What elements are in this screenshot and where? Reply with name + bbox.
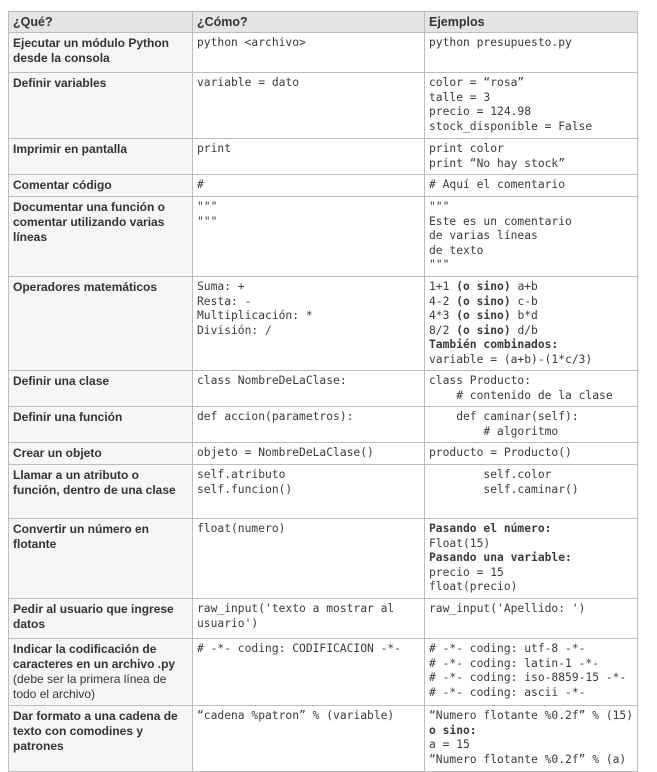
table-row <box>9 407 638 443</box>
code-line: self.color <box>429 468 552 481</box>
table-row <box>9 197 638 277</box>
what-text: Indicar la codificación de caracteres en un archivo .py <box>13 642 176 671</box>
code-line: objeto = NombreDeLaClase() <box>197 446 374 459</box>
table-row <box>9 519 638 599</box>
code-line: self.caminar() <box>429 482 579 496</box>
code-line: de varias líneas <box>429 229 538 242</box>
code-line: de texto <box>429 243 484 257</box>
code-line: raw_input('Apellido: ') <box>429 602 586 615</box>
table-row <box>9 639 638 706</box>
code-line: print <box>197 142 232 155</box>
code-line: Float(15) <box>429 536 491 550</box>
how-cell <box>193 33 425 73</box>
example-cell <box>425 33 638 73</box>
code-line: print “No hay stock” <box>429 156 566 170</box>
how-cell <box>193 73 425 139</box>
table-row <box>9 139 638 175</box>
how-cell <box>193 706 425 772</box>
table-row <box>9 706 638 772</box>
code-line: """ <box>197 214 218 228</box>
code-fragment: 1+1 <box>429 280 457 293</box>
how-cell <box>193 407 425 443</box>
example-cell <box>425 277 638 371</box>
what-cell: Ejecutar un módulo Python desde la consola <box>9 33 193 73</box>
how-cell <box>193 443 425 465</box>
code-line: # <box>197 178 204 191</box>
code-fragment: b*d <box>510 309 538 322</box>
python-reference-table <box>8 11 638 772</box>
code-line: """ <box>429 258 450 271</box>
what-cell: Definir una clase <box>9 371 193 407</box>
example-cell <box>425 465 638 519</box>
what-cell: Crear un objeto <box>9 443 193 465</box>
header-what: ¿Qué? <box>9 12 193 33</box>
what-cell: Definir variables <box>9 73 193 139</box>
what-cell: Llamar a un atributo o función, dentro de una clase <box>9 465 193 519</box>
code-line: print color <box>429 142 504 155</box>
how-cell <box>193 371 425 407</box>
code-line: variable = dato <box>197 76 300 89</box>
code-fragment: a+b <box>510 280 538 293</box>
table-row <box>9 73 638 139</box>
code-line <box>429 309 633 324</box>
code-line: class Producto: <box>429 374 532 387</box>
code-line: color = “rosa” <box>429 76 525 89</box>
table-row <box>9 33 638 73</box>
example-cell <box>425 139 638 175</box>
code-line <box>429 295 633 310</box>
how-cell <box>193 519 425 599</box>
code-line: precio = 15 <box>429 565 504 579</box>
code-line: Pasando el número: <box>429 522 552 535</box>
code-line: python <archivo> <box>197 36 306 49</box>
code-line: talle = 3 <box>429 90 491 104</box>
table-row <box>9 371 638 407</box>
code-line: float(numero) <box>197 522 286 535</box>
code-line: a = 15 <box>429 738 470 751</box>
table-row <box>9 443 638 465</box>
what-cell: Convertir un número en flotante <box>9 519 193 599</box>
how-cell <box>193 175 425 197</box>
table-row <box>9 465 638 519</box>
what-cell: Documentar una función o comentar utilizando varias líneas <box>9 197 193 277</box>
example-cell <box>425 73 638 139</box>
code-line: # Aquí el comentario <box>429 178 566 191</box>
code-line: Pasando una variable: <box>429 551 572 564</box>
code-line: o sino: <box>429 723 477 737</box>
how-cell <box>193 599 425 639</box>
code-line: def caminar(self): <box>429 410 579 423</box>
code-line: “Numero flotante %0.2f” % (15) <box>429 709 634 722</box>
code-line: Suma: + <box>197 280 245 293</box>
code-line: stock_disponible = False <box>429 119 593 133</box>
how-cell <box>193 277 425 371</box>
what-cell: Comentar código <box>9 175 193 197</box>
code-line: “cadena %patron” % (variable) <box>197 709 395 722</box>
code-line: precio = 124.98 <box>429 105 532 118</box>
example-cell <box>425 443 638 465</box>
what-cell: Operadores matemáticos <box>9 277 193 371</box>
what-cell: Imprimir en pantalla <box>9 139 193 175</box>
code-line: usuario') <box>197 616 259 630</box>
code-line: float(precio) <box>429 580 518 593</box>
what-cell: Definir una función <box>9 407 193 443</box>
code-line: def accion(parametros): <box>197 410 354 423</box>
what-cell <box>9 639 193 706</box>
header-how: ¿Cómo? <box>193 12 425 33</box>
code-line: Multiplicación: * <box>197 309 313 322</box>
code-fragment: (o sino) <box>456 294 511 308</box>
code-line: # -*- coding: latin-1 -*- <box>429 656 600 670</box>
code-line: # contenido de la clase <box>429 388 613 402</box>
code-line: # -*- coding: utf-8 -*- <box>429 642 586 655</box>
code-line: """ <box>429 200 450 213</box>
code-fragment: 4*3 <box>429 309 457 322</box>
code-fragment: c-b <box>510 294 538 308</box>
code-line: “Numero flotante %0.2f” % (a) <box>429 752 627 766</box>
header-row <box>9 12 638 33</box>
code-line: # algoritmo <box>429 424 559 438</box>
example-cell <box>425 407 638 443</box>
code-line <box>429 324 633 339</box>
code-line: # -*- coding: iso-8859-15 -*- <box>429 671 627 684</box>
code-fragment: 4-2 <box>429 294 457 308</box>
code-line: Resta: - <box>197 294 252 308</box>
code-line: raw_input('texto a mostrar al <box>197 602 395 615</box>
code-line: """ <box>197 200 218 213</box>
code-line: variable = (a+b)-(1*c/3) <box>429 352 593 366</box>
what-note: (debe ser la primera línea de todo el archivo) <box>13 672 167 701</box>
code-line: También combinados: <box>429 338 559 351</box>
header-examples: Ejemplos <box>425 12 638 33</box>
example-cell <box>425 639 638 706</box>
table-row <box>9 175 638 197</box>
what-cell: Dar formato a una cadena de texto con comodines y patrones <box>9 706 193 772</box>
code-line: Este es un comentario <box>429 214 572 228</box>
example-cell <box>425 197 638 277</box>
example-cell <box>425 599 638 639</box>
example-cell <box>425 175 638 197</box>
how-cell <box>193 139 425 175</box>
code-fragment: (o sino) <box>456 280 511 293</box>
example-cell <box>425 519 638 599</box>
what-cell: Pedir al usuario que ingrese datos <box>9 599 193 639</box>
code-line <box>429 280 633 295</box>
how-cell <box>193 197 425 277</box>
code-fragment: (o sino) <box>456 323 511 337</box>
how-cell <box>193 639 425 706</box>
code-fragment: 8/2 <box>429 323 457 337</box>
how-cell <box>193 465 425 519</box>
code-line: producto = Producto() <box>429 446 572 459</box>
code-line: self.atributo <box>197 468 286 481</box>
code-line: División: / <box>197 323 272 337</box>
table-row <box>9 599 638 639</box>
code-fragment: d/b <box>510 323 538 337</box>
code-line: # -*- coding: ascii -*- <box>429 685 586 699</box>
code-line: class NombreDeLaClase: <box>197 374 347 387</box>
code-line: self.funcion() <box>197 482 293 496</box>
example-cell <box>425 371 638 407</box>
code-fragment: (o sino) <box>456 309 511 322</box>
code-line: python presupuesto.py <box>429 36 572 49</box>
table-row <box>9 277 638 371</box>
code-line: # -*- coding: CODIFICACION -*- <box>197 642 402 655</box>
example-cell <box>425 706 638 772</box>
